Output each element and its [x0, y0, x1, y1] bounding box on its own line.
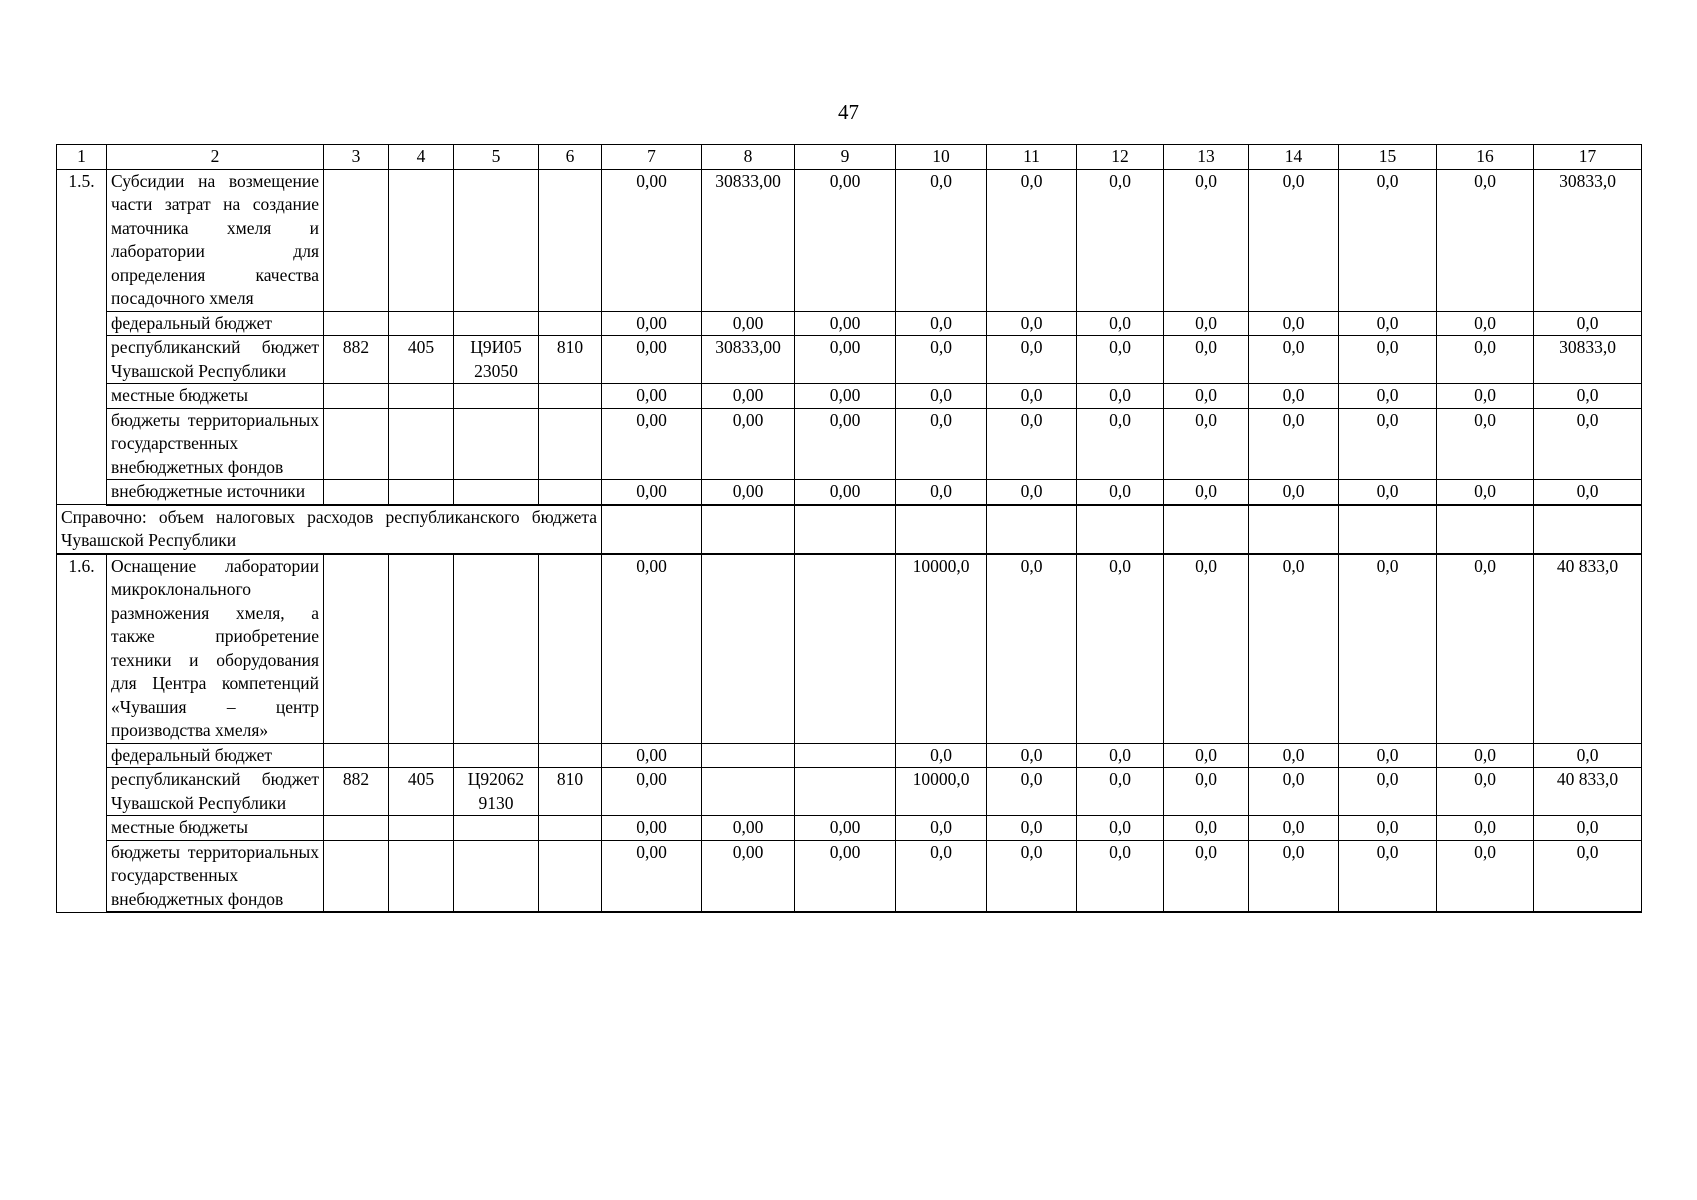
column-header: 7 [602, 145, 702, 170]
value-cell: 0,0 [1077, 554, 1164, 744]
value-cell: 0,00 [795, 311, 896, 336]
row-description: Оснащение лаборатории микроклонального размножения хмеля, а также приобретение техники и оборудования для Центра компетенций «Чувашия – центр производства хмеля» [107, 554, 324, 744]
code-cell-6: 810 [539, 336, 602, 384]
value-cell: 0,00 [602, 768, 702, 816]
value-cell: 0,0 [1534, 743, 1642, 768]
value-cell: 0,00 [602, 384, 702, 409]
value-cell: 0,0 [1249, 768, 1339, 816]
value-cell: 0,0 [1534, 480, 1642, 505]
code-cell-3 [324, 169, 389, 311]
column-header: 6 [539, 145, 602, 170]
value-cell: 0,0 [1437, 816, 1534, 841]
code-cell-3 [324, 408, 389, 480]
page-number: 47 [838, 100, 859, 124]
value-cell: 0,0 [896, 408, 987, 480]
value-cell: 0,0 [1077, 816, 1164, 841]
value-cell [795, 554, 896, 744]
code-cell-4 [389, 169, 454, 311]
code-cell-4 [389, 384, 454, 409]
reference-note: Справочно: объем налоговых расходов республиканского бюджета Чувашской Республики [57, 505, 602, 554]
code-cell-6: 810 [539, 768, 602, 816]
value-cell: 0,0 [1164, 311, 1249, 336]
row-description: бюджеты территориальных государственных внебюджетных фондов [107, 840, 324, 912]
value-cell [702, 505, 795, 554]
value-cell: 0,00 [602, 743, 702, 768]
value-cell: 0,0 [1164, 384, 1249, 409]
value-cell: 0,0 [987, 311, 1077, 336]
budget-table [56, 144, 1642, 913]
code-cell-4 [389, 408, 454, 480]
code-cell-4 [389, 840, 454, 912]
value-cell [795, 743, 896, 768]
value-cell: 0,00 [602, 480, 702, 505]
column-header: 8 [702, 145, 795, 170]
value-cell: 0,0 [1339, 169, 1437, 311]
value-cell: 0,0 [1249, 169, 1339, 311]
value-cell: 0,0 [1164, 840, 1249, 912]
column-header: 11 [987, 145, 1077, 170]
row-description: федеральный бюджет [107, 743, 324, 768]
value-cell [896, 505, 987, 554]
value-cell: 0,0 [1534, 816, 1642, 841]
value-cell: 0,0 [1249, 816, 1339, 841]
code-cell-5 [454, 554, 539, 744]
value-cell [1534, 505, 1642, 554]
value-cell: 0,0 [1339, 743, 1437, 768]
table-row [57, 768, 1642, 816]
value-cell: 0,0 [987, 480, 1077, 505]
code-cell-4 [389, 311, 454, 336]
item-number: 1.6. [57, 554, 107, 913]
value-cell: 0,0 [987, 384, 1077, 409]
table-header-row [57, 145, 1642, 170]
value-cell: 0,0 [1077, 384, 1164, 409]
table-row [57, 840, 1642, 912]
table-row [57, 408, 1642, 480]
value-cell [602, 505, 702, 554]
value-cell: 0,0 [987, 336, 1077, 384]
value-cell: 0,00 [602, 554, 702, 744]
value-cell: 0,00 [602, 840, 702, 912]
value-cell: 0,0 [987, 840, 1077, 912]
value-cell: 0,00 [602, 816, 702, 841]
value-cell: 0,0 [1437, 840, 1534, 912]
value-cell: 0,00 [795, 408, 896, 480]
table-row [57, 311, 1642, 336]
row-description: местные бюджеты [107, 384, 324, 409]
value-cell: 0,0 [1437, 768, 1534, 816]
value-cell: 0,00 [602, 169, 702, 311]
table-row [57, 384, 1642, 409]
value-cell: 0,0 [1164, 336, 1249, 384]
column-header: 13 [1164, 145, 1249, 170]
value-cell: 0,0 [896, 743, 987, 768]
value-cell: 0,0 [1249, 408, 1339, 480]
code-cell-6 [539, 840, 602, 912]
value-cell: 0,0 [1077, 336, 1164, 384]
value-cell: 10000,0 [896, 554, 987, 744]
value-cell: 0,0 [1077, 408, 1164, 480]
code-cell-5: Ц92062 9130 [454, 768, 539, 816]
value-cell: 0,0 [1249, 554, 1339, 744]
value-cell: 0,0 [896, 384, 987, 409]
row-description: местные бюджеты [107, 816, 324, 841]
row-description: республиканский бюджет Чувашской Республики [107, 768, 324, 816]
column-header: 9 [795, 145, 896, 170]
value-cell: 0,0 [1437, 480, 1534, 505]
value-cell: 0,00 [795, 840, 896, 912]
value-cell: 0,0 [1437, 336, 1534, 384]
code-cell-3: 882 [324, 768, 389, 816]
value-cell: 0,0 [1437, 169, 1534, 311]
value-cell: 30833,0 [1534, 336, 1642, 384]
value-cell: 0,0 [1339, 816, 1437, 841]
value-cell: 0,0 [987, 768, 1077, 816]
value-cell: 0,0 [1077, 311, 1164, 336]
value-cell: 0,00 [702, 480, 795, 505]
value-cell: 30833,0 [1534, 169, 1642, 311]
value-cell: 0,00 [602, 336, 702, 384]
value-cell: 0,0 [1077, 768, 1164, 816]
code-cell-4 [389, 816, 454, 841]
value-cell: 0,0 [1164, 816, 1249, 841]
value-cell: 0,0 [1077, 480, 1164, 505]
row-description: федеральный бюджет [107, 311, 324, 336]
value-cell: 0,00 [702, 384, 795, 409]
value-cell [795, 768, 896, 816]
value-cell: 0,0 [1437, 554, 1534, 744]
value-cell: 0,00 [702, 840, 795, 912]
value-cell [702, 768, 795, 816]
value-cell: 0,0 [1077, 743, 1164, 768]
value-cell: 0,0 [1339, 408, 1437, 480]
value-cell [702, 554, 795, 744]
value-cell [1339, 505, 1437, 554]
code-cell-4: 405 [389, 768, 454, 816]
code-cell-6 [539, 408, 602, 480]
table-body [57, 145, 1642, 913]
code-cell-6 [539, 554, 602, 744]
column-header: 2 [107, 145, 324, 170]
value-cell: 0,0 [987, 554, 1077, 744]
code-cell-5 [454, 816, 539, 841]
value-cell: 0,00 [702, 408, 795, 480]
value-cell: 0,0 [896, 169, 987, 311]
value-cell: 0,0 [1339, 554, 1437, 744]
value-cell: 0,0 [1437, 384, 1534, 409]
code-cell-5 [454, 384, 539, 409]
value-cell: 0,00 [602, 311, 702, 336]
row-description: республиканский бюджет Чувашской Республики [107, 336, 324, 384]
code-cell-6 [539, 311, 602, 336]
value-cell: 0,0 [1164, 480, 1249, 505]
value-cell [795, 505, 896, 554]
code-cell-6 [539, 743, 602, 768]
table-row [57, 554, 1642, 744]
code-cell-3 [324, 840, 389, 912]
value-cell: 0,0 [1437, 408, 1534, 480]
value-cell: 0,0 [1164, 554, 1249, 744]
value-cell: 0,0 [1437, 311, 1534, 336]
value-cell [1249, 505, 1339, 554]
value-cell: 0,0 [1164, 768, 1249, 816]
row-description: Субсидии на возмещение части затрат на создание маточника хмеля и лаборатории для определения качества посадочного хмеля [107, 169, 324, 311]
table-row [57, 336, 1642, 384]
code-cell-6 [539, 480, 602, 505]
value-cell: 0,0 [1249, 384, 1339, 409]
value-cell: 0,0 [896, 816, 987, 841]
value-cell: 0,0 [987, 408, 1077, 480]
column-header: 14 [1249, 145, 1339, 170]
row-description: внебюджетные источники [107, 480, 324, 505]
value-cell: 0,0 [896, 480, 987, 505]
column-header: 3 [324, 145, 389, 170]
code-cell-5 [454, 840, 539, 912]
code-cell-5 [454, 408, 539, 480]
value-cell [1077, 505, 1164, 554]
value-cell: 10000,0 [896, 768, 987, 816]
column-header: 5 [454, 145, 539, 170]
value-cell: 0,00 [795, 169, 896, 311]
value-cell: 0,0 [1249, 311, 1339, 336]
column-header: 1 [57, 145, 107, 170]
value-cell: 0,00 [795, 480, 896, 505]
column-header: 16 [1437, 145, 1534, 170]
column-header: 10 [896, 145, 987, 170]
code-cell-5 [454, 743, 539, 768]
value-cell: 0,0 [987, 816, 1077, 841]
value-cell: 0,0 [1339, 840, 1437, 912]
code-cell-4 [389, 743, 454, 768]
value-cell: 0,00 [795, 384, 896, 409]
value-cell: 0,00 [602, 408, 702, 480]
value-cell: 0,0 [1339, 336, 1437, 384]
table-row [57, 480, 1642, 505]
code-cell-5 [454, 311, 539, 336]
item-number: 1.5. [57, 169, 107, 505]
column-header: 15 [1339, 145, 1437, 170]
code-cell-4 [389, 554, 454, 744]
value-cell: 0,0 [896, 311, 987, 336]
value-cell: 0,0 [1534, 408, 1642, 480]
code-cell-3 [324, 743, 389, 768]
code-cell-3 [324, 311, 389, 336]
value-cell: 0,0 [987, 743, 1077, 768]
code-cell-4 [389, 480, 454, 505]
value-cell: 0,0 [1339, 384, 1437, 409]
value-cell: 0,0 [1249, 743, 1339, 768]
value-cell: 0,0 [896, 840, 987, 912]
value-cell: 0,0 [1534, 384, 1642, 409]
code-cell-5 [454, 480, 539, 505]
value-cell: 0,0 [987, 169, 1077, 311]
value-cell: 0,00 [702, 311, 795, 336]
code-cell-6 [539, 169, 602, 311]
value-cell: 0,0 [1534, 311, 1642, 336]
value-cell: 0,0 [1164, 408, 1249, 480]
value-cell: 0,0 [1164, 743, 1249, 768]
value-cell: 0,0 [1164, 169, 1249, 311]
column-header: 12 [1077, 145, 1164, 170]
code-cell-6 [539, 384, 602, 409]
code-cell-3 [324, 554, 389, 744]
row-description: бюджеты территориальных государственных внебюджетных фондов [107, 408, 324, 480]
value-cell: 30833,00 [702, 336, 795, 384]
value-cell: 40 833,0 [1534, 554, 1642, 744]
value-cell: 0,00 [795, 816, 896, 841]
code-cell-5 [454, 169, 539, 311]
value-cell: 0,00 [795, 336, 896, 384]
table-row [57, 743, 1642, 768]
column-header: 4 [389, 145, 454, 170]
value-cell [702, 743, 795, 768]
value-cell: 0,0 [1077, 169, 1164, 311]
value-cell: 0,0 [1339, 311, 1437, 336]
code-cell-3 [324, 816, 389, 841]
column-header: 17 [1534, 145, 1642, 170]
value-cell [1437, 505, 1534, 554]
value-cell: 0,00 [702, 816, 795, 841]
table-row [57, 169, 1642, 311]
value-cell: 0,0 [1339, 480, 1437, 505]
code-cell-5: Ц9И05 23050 [454, 336, 539, 384]
code-cell-3 [324, 480, 389, 505]
value-cell: 30833,00 [702, 169, 795, 311]
table-row [57, 505, 1642, 554]
value-cell: 0,0 [1249, 480, 1339, 505]
value-cell: 0,0 [1249, 840, 1339, 912]
value-cell: 0,0 [896, 336, 987, 384]
value-cell: 0,0 [1534, 840, 1642, 912]
value-cell [1164, 505, 1249, 554]
value-cell: 0,0 [1339, 768, 1437, 816]
value-cell [987, 505, 1077, 554]
value-cell: 0,0 [1437, 743, 1534, 768]
value-cell: 0,0 [1077, 840, 1164, 912]
value-cell: 0,0 [1249, 336, 1339, 384]
code-cell-3: 882 [324, 336, 389, 384]
value-cell: 40 833,0 [1534, 768, 1642, 816]
code-cell-4: 405 [389, 336, 454, 384]
code-cell-6 [539, 816, 602, 841]
code-cell-3 [324, 384, 389, 409]
table-row [57, 816, 1642, 841]
